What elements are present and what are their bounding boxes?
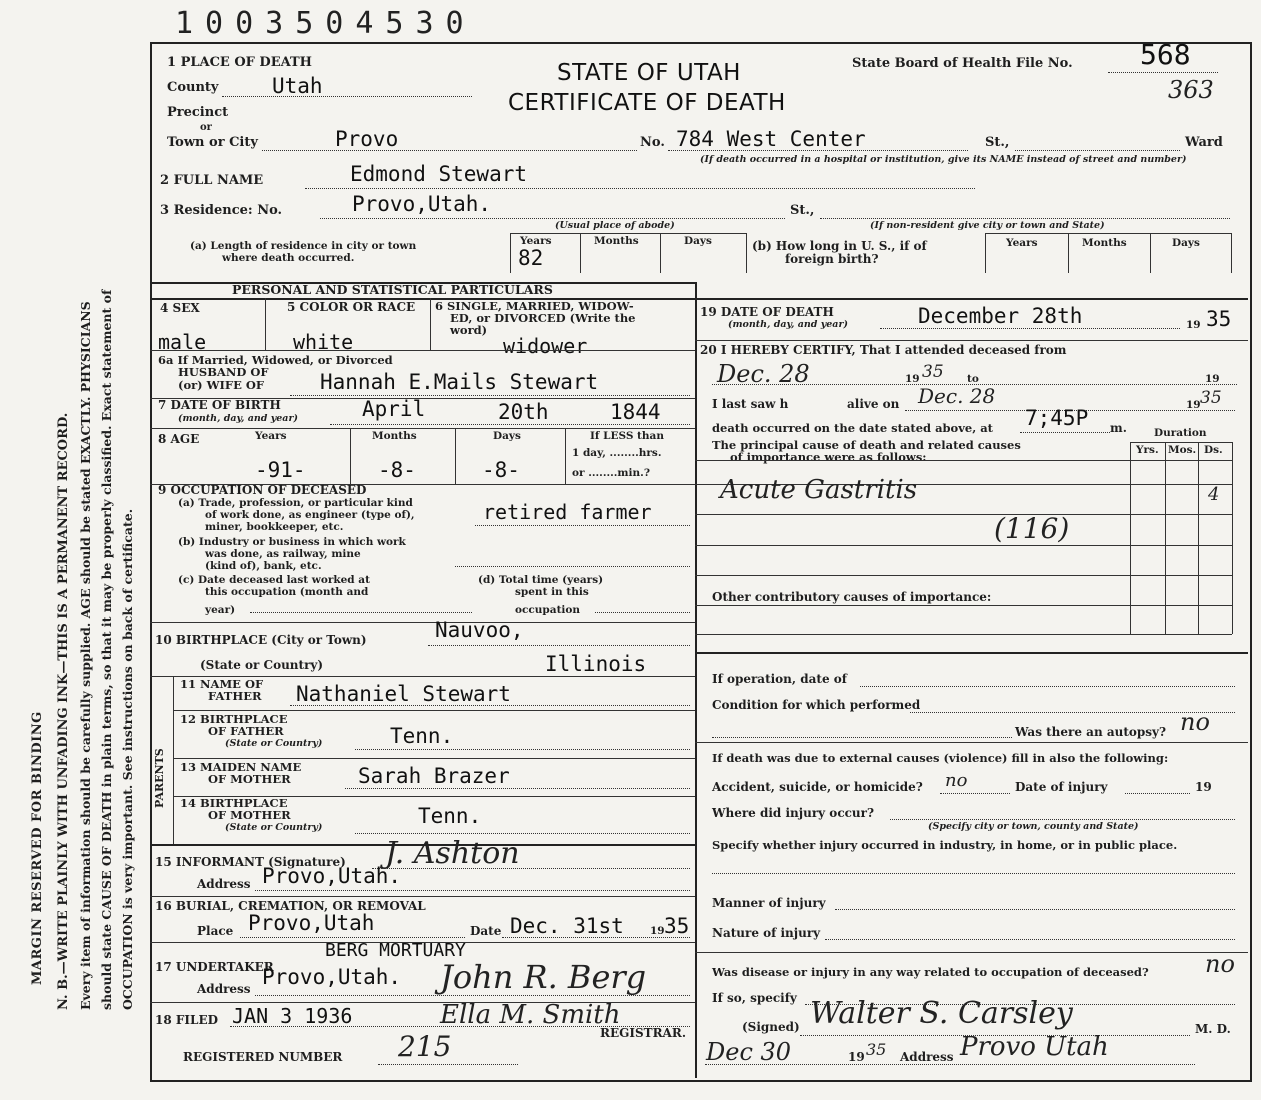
filed-label: 18 FILED xyxy=(155,1013,218,1027)
color-label: 5 COLOR OR RACE xyxy=(287,300,416,314)
burial-place-label: Place xyxy=(197,924,234,938)
hospital-note: (If death occurred in a hospital or institution, give its NAME instead of street and number) xyxy=(700,154,1187,165)
dob-year: 1844 xyxy=(610,400,661,424)
county-label: County xyxy=(167,80,219,95)
dob-day: 20th xyxy=(498,400,549,424)
filed-date: JAN 3 1936 xyxy=(232,1004,353,1028)
undertaker-label: 17 UNDERTAKER xyxy=(155,960,274,974)
color-value: white xyxy=(293,330,354,354)
signed-year: 35 xyxy=(866,1040,887,1059)
physician-signature: Walter S. Carsley xyxy=(810,996,1073,1031)
res-months-label: Months xyxy=(594,235,639,247)
burial-year-prefix: 19 xyxy=(650,925,665,937)
last-saw-date: Dec. 28 xyxy=(918,384,996,408)
duration-label: Duration xyxy=(1154,427,1207,439)
if-so-label: If so, specify xyxy=(712,991,797,1005)
margin-instruction-3: OCCUPATION is very important. See instructions on back of certificate. xyxy=(120,508,135,1010)
undertaker-signature: John R. Berg xyxy=(440,958,647,996)
local-number: 363 xyxy=(1168,76,1214,104)
yrs-label: Yrs. xyxy=(1136,444,1159,456)
father-label-b: FATHER xyxy=(208,689,262,703)
occ-b2: was done, as railway, mine xyxy=(205,548,361,560)
occ-c1: (c) Date deceased last worked at xyxy=(178,574,370,586)
registered-number: 215 xyxy=(398,1030,452,1063)
father-bp-a: 12 BIRTHPLACE xyxy=(180,712,288,726)
residence-value: Provo,Utah. xyxy=(352,192,492,216)
informant-address: Provo,Utah. xyxy=(262,864,402,888)
street-st-label: St., xyxy=(985,135,1010,150)
serial-number: 1003504530 xyxy=(175,6,476,41)
occ-a1: (a) Trade, profession, or particular kind xyxy=(178,497,413,509)
informant-label: 15 INFORMANT (Signature) xyxy=(155,855,346,869)
manner-label: Manner of injury xyxy=(712,896,826,910)
to-nineteen: 19 xyxy=(1205,373,1220,385)
us-months-label: Months xyxy=(1082,237,1127,249)
specify-label: Specify whether injury occurred in industry, in home, or in public place. xyxy=(712,838,1178,852)
mortuary-stamp: BERG MORTUARY xyxy=(325,940,466,961)
attended-from: Dec. 28 xyxy=(717,360,810,388)
external-label: If death was due to external causes (violence) fill in also the following: xyxy=(712,751,1169,765)
or-label: or xyxy=(200,122,212,133)
operation-label: If operation, date of xyxy=(712,672,847,686)
injury-where-label: Where did injury occur? xyxy=(712,806,875,820)
age-days-value: -8- xyxy=(482,458,520,482)
personal-header: PERSONAL AND STATISTICAL PARTICULARS xyxy=(232,282,553,297)
ds-label: Ds. xyxy=(1204,444,1223,456)
occ-b1: (b) Industry or business in which work xyxy=(178,536,406,548)
full-name-value: Edmond Stewart xyxy=(350,162,528,186)
undertaker-address: Provo,Utah. xyxy=(262,965,402,989)
undertaker-address-label: Address xyxy=(197,982,251,996)
burial-date: Dec. 31st xyxy=(510,914,624,938)
cause-days: 4 xyxy=(1208,484,1220,505)
occ-a2: of work done, as engineer (type of), xyxy=(205,509,415,521)
signed-label: (Signed) xyxy=(742,1020,800,1034)
residence-label: 3 Residence: No. xyxy=(160,203,283,218)
margin-instruction-1: Every item of information should be carefully supplied. AGE should be stated EXACTLY. PHYSICIANS xyxy=(78,301,93,1010)
marital-value: widower xyxy=(503,334,588,358)
occ-b3: (kind of), bank, etc. xyxy=(205,560,322,572)
birthplace-state: Illinois xyxy=(545,652,647,676)
dod-value: December 28th xyxy=(918,304,1083,328)
marital-label-b: ED, or DIVORCED (Write the xyxy=(450,311,636,325)
condition-label: Condition for which performed xyxy=(712,698,921,712)
dob-label-b: (month, day, and year) xyxy=(178,413,298,424)
father-value: Nathaniel Stewart xyxy=(296,682,511,706)
dob-month: April xyxy=(362,397,426,421)
age-less-a: If LESS than xyxy=(590,430,664,442)
attended-from-year: 35 xyxy=(922,362,944,382)
signed-nineteen: 19 xyxy=(848,1050,865,1064)
ward-label: Ward xyxy=(1185,135,1223,150)
age-months-value: -8- xyxy=(378,458,416,482)
burial-label: 16 BURIAL, CREMATION, OR REMOVAL xyxy=(155,899,426,913)
title-state: STATE OF UTAH xyxy=(557,60,741,86)
sex-label: 4 SEX xyxy=(160,301,200,315)
title-certificate: CERTIFICATE OF DEATH xyxy=(508,90,786,116)
spouse-value: Hannah E.Mails Stewart xyxy=(320,370,599,394)
occupation-value: retired farmer xyxy=(483,500,652,524)
res-years-value: 82 xyxy=(518,246,544,270)
registrar-label: REGISTRAR. xyxy=(600,1026,687,1040)
death-time: 7;45P xyxy=(1025,406,1089,430)
last-saw-nineteen: 19 xyxy=(1186,399,1201,411)
dod-year: 35 xyxy=(1206,307,1232,331)
mother-label-b: OF MOTHER xyxy=(208,772,291,786)
burial-year: 35 xyxy=(664,914,690,938)
burial-date-label: Date xyxy=(470,924,502,938)
dod-label-b: (month, day, and year) xyxy=(728,319,848,330)
age-years-value: -91- xyxy=(255,458,306,482)
nature-label: Nature of injury xyxy=(712,926,821,940)
mother-bp-value: Tenn. xyxy=(418,804,482,828)
dob-label-a: 7 DATE OF BIRTH xyxy=(158,398,281,412)
occupation-label: 9 OCCUPATION OF DECEASED xyxy=(158,483,367,497)
mother-bp-b: OF MOTHER xyxy=(208,808,291,822)
mother-value: Sarah Brazer xyxy=(358,764,510,788)
specify-note: (Specify city or town, county and State) xyxy=(928,821,1139,832)
res-days-label: Days xyxy=(684,235,712,247)
certify-label: 20 I HEREBY CERTIFY, That I attended deceased from xyxy=(700,343,1067,357)
father-bp-b: OF FATHER xyxy=(208,724,284,738)
birthplace-city: Nauvoo, xyxy=(435,618,524,642)
occupation-related-label: Was disease or injury in any way related to occupation of deceased? xyxy=(712,965,1149,979)
burial-place: Provo,Utah xyxy=(248,911,375,935)
attended-nineteen: 19 xyxy=(905,373,920,385)
md-label: M. D. xyxy=(1195,1022,1231,1036)
street-value: 784 West Center xyxy=(676,127,866,151)
cause-label-b: of importance were as follows: xyxy=(730,450,927,464)
last-saw-year: 35 xyxy=(1200,388,1222,408)
age-less-b: 1 day, ........hrs. xyxy=(572,447,662,459)
occupation-related-value: no xyxy=(1205,950,1235,978)
age-days-label: Days xyxy=(493,430,521,442)
occ-c2: this occupation (month and xyxy=(205,586,369,598)
margin-instruction-2: should state CAUSE OF DEATH in plain terms, so that it may be properly classified. Exact statement of xyxy=(99,289,114,1010)
town-label: Town or City xyxy=(167,135,258,150)
sex-value: male xyxy=(158,330,207,354)
us-label-b: foreign birth? xyxy=(785,252,879,266)
length-label-b: where death occurred. xyxy=(222,252,355,264)
margin-binding-note: MARGIN RESERVED FOR BINDING xyxy=(30,711,45,985)
town-value: Provo xyxy=(335,127,399,151)
autopsy-value: no xyxy=(1180,708,1210,736)
age-years-label: Years xyxy=(255,430,287,442)
county-value: Utah xyxy=(272,74,323,98)
death-m-label: m. xyxy=(1110,421,1127,435)
margin-permanent-record: N. B.—WRITE PLAINLY WITH UNFADING INK—THIS IS A PERMANENT RECORD. xyxy=(56,412,71,1010)
physician-address: Provo Utah xyxy=(960,1032,1109,1062)
accident-label: Accident, suicide, or homicide? xyxy=(712,780,923,794)
to-label: to xyxy=(967,373,979,385)
father-bp-c: (State or Country) xyxy=(225,738,323,749)
precinct-label: Precinct xyxy=(167,105,229,120)
state-file-label: State Board of Health File No. xyxy=(852,56,1073,71)
parents-label: PARENTS xyxy=(153,748,166,808)
usual-abode-note: (Usual place of abode) xyxy=(555,220,675,231)
informant-signature: J. Ashton xyxy=(385,836,520,871)
mother-bp-a: 14 BIRTHPLACE xyxy=(180,796,288,810)
spouse-label-a: 6a If Married, Widowed, or Divorced xyxy=(158,353,393,367)
us-label-a: (b) How long in U. S., if of xyxy=(752,239,927,253)
injury-date-label: Date of injury xyxy=(1015,780,1108,794)
other-causes-label: Other contributory causes of importance: xyxy=(712,590,992,604)
birthplace-state-label: (State or Country) xyxy=(200,658,324,672)
age-label: 8 AGE xyxy=(158,432,200,446)
nonresident-note: (If non-resident give city or town and State) xyxy=(870,220,1105,231)
father-bp-value: Tenn. xyxy=(390,724,454,748)
age-less-c: or ........min.? xyxy=(572,467,650,479)
birthplace-label: 10 BIRTHPLACE (City or Town) xyxy=(155,633,367,647)
occ-d3: occupation xyxy=(515,604,581,616)
mother-bp-c: (State or Country) xyxy=(225,822,323,833)
physician-address-label: Address xyxy=(900,1050,954,1064)
residence-st-label: St., xyxy=(790,203,815,218)
occ-a3: miner, bookkeeper, etc. xyxy=(205,521,344,533)
mother-label-a: 13 MAIDEN NAME xyxy=(180,760,302,774)
dod-year-prefix: 19 xyxy=(1186,319,1201,331)
us-days-label: Days xyxy=(1172,237,1200,249)
last-saw-label: I last saw h xyxy=(712,397,789,411)
occ-d2: spent in this xyxy=(515,586,589,598)
street-no-label: No. xyxy=(640,135,665,150)
alive-on-label: alive on xyxy=(847,397,900,411)
father-label-a: 11 NAME OF xyxy=(180,677,264,691)
res-years-label: Years xyxy=(520,235,552,247)
cause-code: (116) xyxy=(994,512,1070,545)
place-of-death-label: 1 PLACE OF DEATH xyxy=(167,55,312,70)
registrar-signature: Ella M. Smith xyxy=(440,1000,621,1030)
informant-address-label: Address xyxy=(197,877,251,891)
us-years-label: Years xyxy=(1006,237,1038,249)
spouse-label-c: (or) WIFE OF xyxy=(178,378,265,392)
marital-label-a: 6 SINGLE, MARRIED, WIDOW- xyxy=(435,299,634,313)
cause-label-a: The principal cause of death and related causes xyxy=(712,438,1021,452)
cause-value: Acute Gastritis xyxy=(720,475,918,505)
mos-label: Mos. xyxy=(1168,444,1197,456)
accident-value: no xyxy=(945,770,968,791)
age-months-label: Months xyxy=(372,430,417,442)
occ-c3: year) xyxy=(205,604,236,616)
registered-number-label: REGISTERED NUMBER xyxy=(183,1050,343,1064)
dod-label-a: 19 DATE OF DEATH xyxy=(700,305,834,319)
full-name-label: 2 FULL NAME xyxy=(160,173,264,188)
death-at-label: death occurred on the date stated above, at xyxy=(712,421,993,435)
autopsy-label: Was there an autopsy? xyxy=(1015,725,1167,739)
marital-label-c: word) xyxy=(450,323,488,337)
spouse-label-b: HUSBAND OF xyxy=(178,365,269,379)
occ-d1: (d) Total time (years) xyxy=(478,574,604,586)
state-file-number: 568 xyxy=(1140,38,1191,71)
length-label-a: (a) Length of residence in city or town xyxy=(190,240,417,252)
signed-date: Dec 30 xyxy=(706,1038,792,1066)
injury-date-nineteen: 19 xyxy=(1195,780,1212,794)
